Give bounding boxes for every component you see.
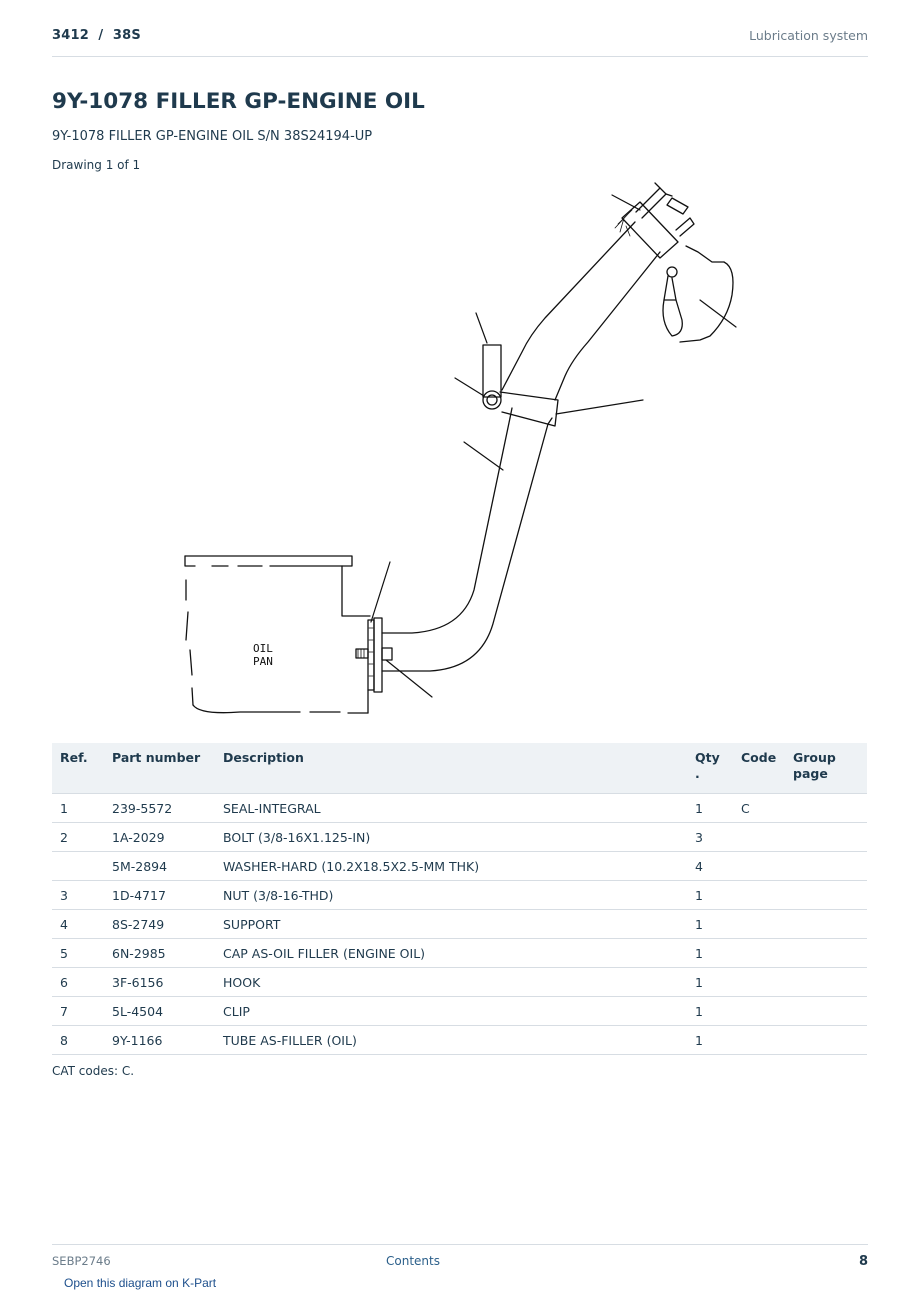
cell-part-number: 239-5572	[104, 794, 215, 823]
cell-code: C	[733, 794, 785, 823]
cell-qty: 3	[687, 823, 733, 852]
parts-table	[52, 743, 867, 1055]
cell-qty: 1	[687, 997, 733, 1026]
filler-cap	[615, 183, 694, 258]
cell-description: NUT (3/8-16-THD)	[215, 881, 687, 910]
oil-pan-label-line1: OIL	[253, 642, 273, 655]
cell-ref: 4	[52, 910, 104, 939]
cell-code	[733, 1026, 785, 1055]
table-row	[52, 968, 867, 997]
cell-code	[733, 910, 785, 939]
cell-qty: 1	[687, 794, 733, 823]
kpart-link[interactable]: Open this diagram on K-Part	[64, 1276, 217, 1290]
cell-description: SEAL-INTEGRAL	[215, 794, 687, 823]
cell-group-page	[785, 939, 867, 968]
cell-ref: 3	[52, 881, 104, 910]
cell-group-page	[785, 1026, 867, 1055]
table-row	[52, 910, 867, 939]
parts-diagram	[150, 180, 750, 725]
cell-part-number: 5M-2894	[104, 852, 215, 881]
cell-qty: 1	[687, 910, 733, 939]
column-header-description: Description	[215, 743, 687, 794]
cell-code	[733, 852, 785, 881]
page-title: 9Y-1078 FILLER GP-ENGINE OIL	[52, 89, 425, 114]
cell-ref: 7	[52, 997, 104, 1026]
oil-pan-outline	[185, 556, 370, 713]
cell-code	[733, 881, 785, 910]
cell-description: CLIP	[215, 997, 687, 1026]
cat-codes-note: CAT codes: C.	[52, 1064, 135, 1078]
table-row	[52, 997, 867, 1026]
filler-tube	[382, 222, 660, 671]
cell-part-number: 8S-2749	[104, 910, 215, 939]
cell-qty: 1	[687, 881, 733, 910]
cell-code	[733, 823, 785, 852]
cell-group-page	[785, 997, 867, 1026]
section-name: Lubrication system	[749, 28, 868, 43]
document-id: SEBP2746	[52, 1254, 111, 1268]
cell-description: CAP AS-OIL FILLER (ENGINE OIL)	[215, 939, 687, 968]
chain-and-hook	[663, 246, 733, 342]
table-row	[52, 823, 867, 852]
column-header-group-page: Group page	[785, 743, 867, 794]
page-subtitle: 9Y-1078 FILLER GP-ENGINE OIL S/N 38S24194-UP	[52, 129, 373, 144]
cell-ref: 2	[52, 823, 104, 852]
cell-description: HOOK	[215, 968, 687, 997]
breadcrumb: 3412 / 38S	[52, 28, 141, 43]
cell-group-page	[785, 794, 867, 823]
cell-code	[733, 968, 785, 997]
cell-qty: 1	[687, 968, 733, 997]
cell-description: BOLT (3/8-16X1.125-IN)	[215, 823, 687, 852]
cell-ref	[52, 852, 104, 881]
cell-group-page	[785, 852, 867, 881]
page-number: 8	[858, 1254, 868, 1269]
column-header-part-number: Part number	[104, 743, 215, 794]
cell-qty: 1	[687, 1026, 733, 1055]
cell-ref: 5	[52, 939, 104, 968]
cell-part-number: 6N-2985	[104, 939, 215, 968]
table-row	[52, 881, 867, 910]
page-header	[52, 28, 868, 57]
oil-pan-label-line2: PAN	[253, 655, 273, 668]
cell-part-number: 5L-4504	[104, 997, 215, 1026]
cell-part-number: 1A-2029	[104, 823, 215, 852]
page-footer	[52, 1244, 868, 1275]
table-row	[52, 794, 867, 823]
cell-code	[733, 997, 785, 1026]
table-row	[52, 939, 867, 968]
cell-qty: 4	[687, 852, 733, 881]
cell-qty: 1	[687, 939, 733, 968]
cell-group-page	[785, 823, 867, 852]
table-row	[52, 852, 867, 881]
cell-part-number: 1D-4717	[104, 881, 215, 910]
cell-ref: 1	[52, 794, 104, 823]
cell-description: WASHER-HARD (10.2X18.5X2.5-MM THK)	[215, 852, 687, 881]
support-bracket	[483, 345, 558, 426]
table-header-row	[52, 743, 867, 794]
cell-part-number: 9Y-1166	[104, 1026, 215, 1055]
column-header-code: Code	[733, 743, 785, 794]
column-header-qty: Qty .	[687, 743, 733, 794]
cell-code	[733, 939, 785, 968]
leader-lines	[371, 195, 736, 697]
cell-group-page	[785, 881, 867, 910]
table-row	[52, 1026, 867, 1055]
drawing-count: Drawing 1 of 1	[52, 158, 141, 172]
cell-part-number: 3F-6156	[104, 968, 215, 997]
cell-description: TUBE AS-FILLER (OIL)	[215, 1026, 687, 1055]
cell-description: SUPPORT	[215, 910, 687, 939]
column-header-ref: Ref.	[52, 743, 104, 794]
cell-ref: 8	[52, 1026, 104, 1055]
contents-link[interactable]: Contents	[386, 1254, 440, 1268]
flange-seal	[368, 618, 382, 692]
cell-group-page	[785, 968, 867, 997]
cell-group-page	[785, 910, 867, 939]
cell-ref: 6	[52, 968, 104, 997]
